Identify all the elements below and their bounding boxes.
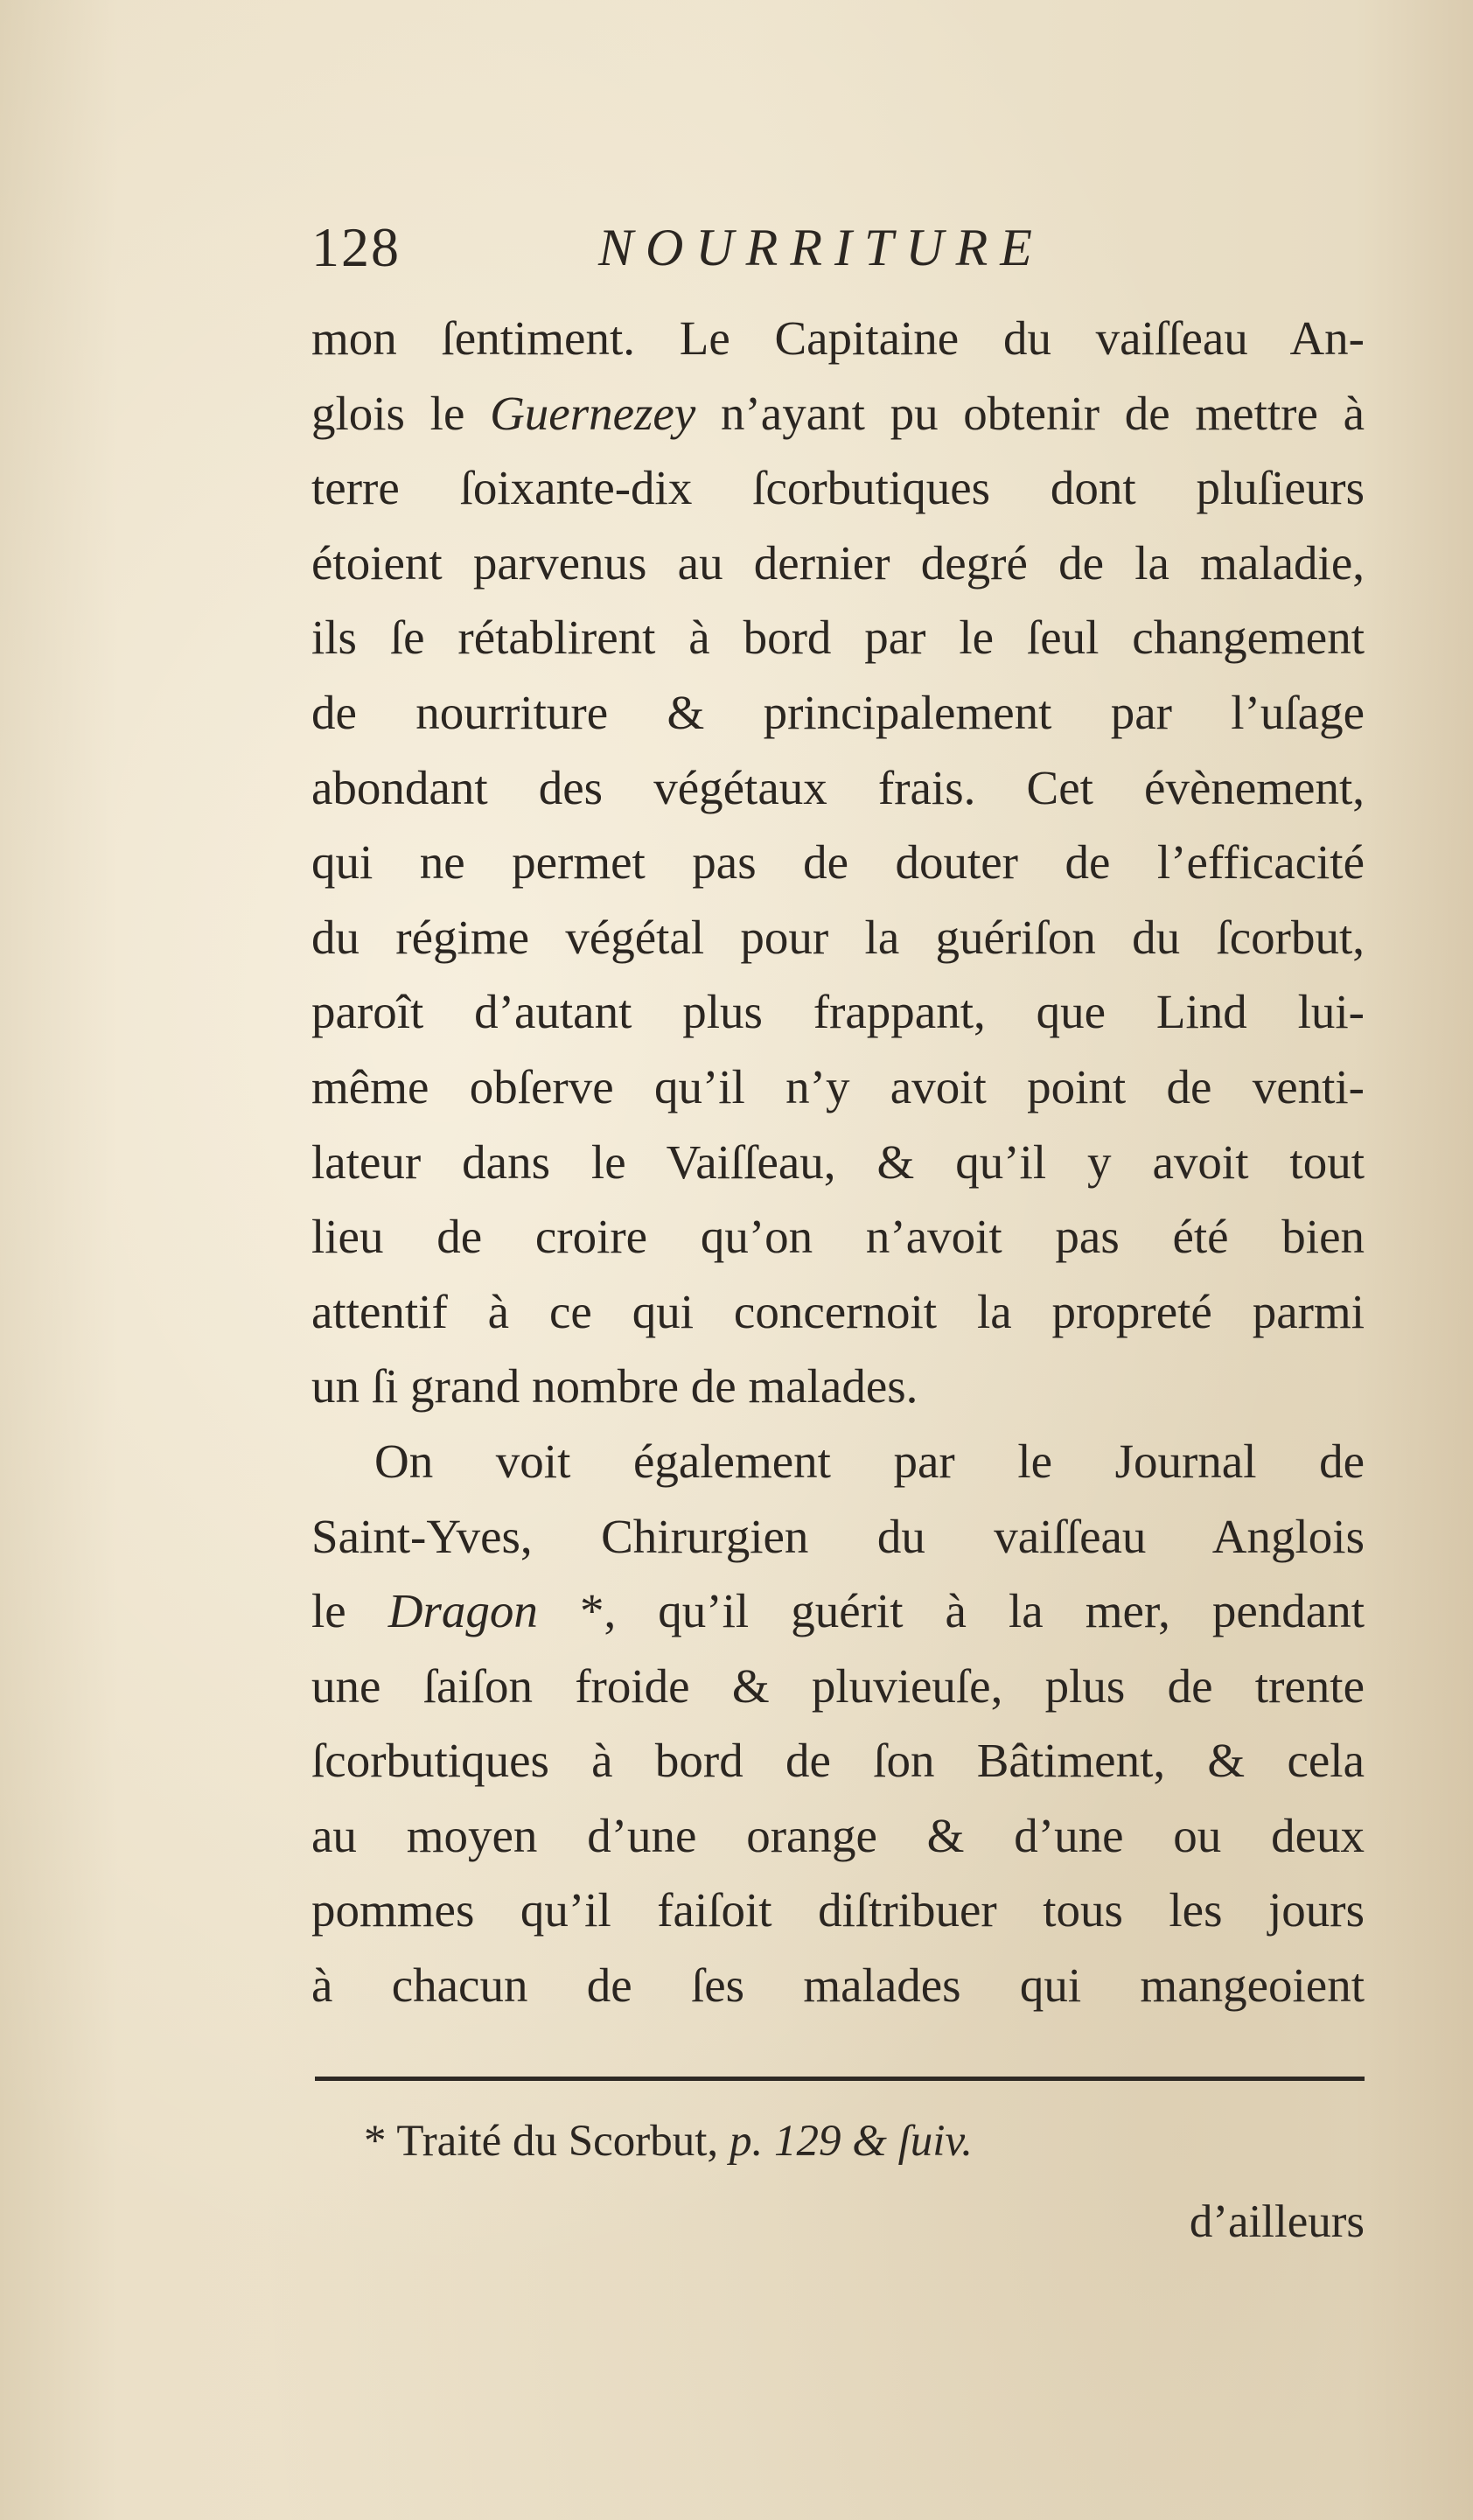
text-line	[311, 376, 1365, 451]
text-line: à chacun de ſes malades qui mangeoient	[311, 1958, 1365, 2013]
text-line	[311, 1574, 1365, 1649]
running-title: NOURRITURE	[598, 219, 1044, 276]
text-line: Saint-Yves, Chirurgien du vaiſſeau Anglois	[311, 1509, 1365, 1563]
footnote-page-reference: p. 129 & ſuiv.	[729, 2117, 974, 2166]
text-line: pommes qu’il faiſoit diſtribuer tous les jours	[311, 1883, 1365, 1937]
text-fragment: glois le	[311, 386, 491, 440]
body-text	[311, 301, 1365, 2023]
text-line: abondant des végétaux frais. Cet évènement,	[311, 760, 1365, 814]
text-line: lateur dans le Vaiſſeau, & qu’il y avoit tout	[311, 1134, 1365, 1189]
footnote-separator-rule	[315, 2077, 1365, 2081]
text-line: au moyen d’une orange & d’une ou deux	[311, 1808, 1365, 1862]
text-line: ſcorbutiques à bord de ſon Bâtiment, & cela	[311, 1734, 1365, 1788]
page-header	[311, 208, 1186, 287]
text-line: lieu de croire qu’on n’avoit pas été bien	[311, 1210, 1365, 1264]
text-line: même obſerve qu’il n’y avoit point de venti-	[311, 1059, 1365, 1113]
footnote	[364, 2106, 973, 2176]
text-line: de nourriture & principalement par l’uſage	[311, 685, 1365, 739]
text-line: paroît d’autant plus frappant, que Lind lui-	[311, 985, 1365, 1039]
text-line-paragraph-start: On voit également par le Journal de	[374, 1434, 1365, 1488]
text-fragment: n’ayant pu obtenir de mettre à	[695, 386, 1365, 440]
footnote-text: * Traité du Scorbut,	[364, 2117, 730, 2166]
text-line: étoient parvenus au dernier degré de la maladie,	[311, 535, 1365, 590]
text-line: qui ne permet pas de douter de l’efficacité	[311, 835, 1365, 890]
page-number: 128	[311, 216, 401, 278]
text-line: mon ſentiment. Le Capitaine du vaiſſeau An-	[311, 311, 1365, 365]
text-line: attentif à ce qui concernoit la propreté parmi	[311, 1284, 1365, 1338]
text-line: ils ſe rétablirent à bord par le ſeul changement	[311, 611, 1365, 665]
catchword: d’ailleurs	[1189, 2196, 1365, 2247]
text-line: un ſi grand nombre de malades.	[311, 1359, 918, 1414]
text-fragment: *, qu’il guérit à la mer, pendant	[537, 1584, 1365, 1638]
ship-name-guernezey: Guernezey	[490, 386, 696, 440]
text-line: une ſaiſon froide & pluvieuſe, plus de trente	[311, 1658, 1365, 1713]
text-line: du régime végétal pour la guériſon du ſcorbut,	[311, 910, 1365, 964]
text-line: terre ſoixante-dix ſcorbutiques dont pluſieurs	[311, 461, 1365, 515]
ship-name-dragon: Dragon	[387, 1584, 538, 1638]
text-fragment: le	[311, 1584, 388, 1638]
